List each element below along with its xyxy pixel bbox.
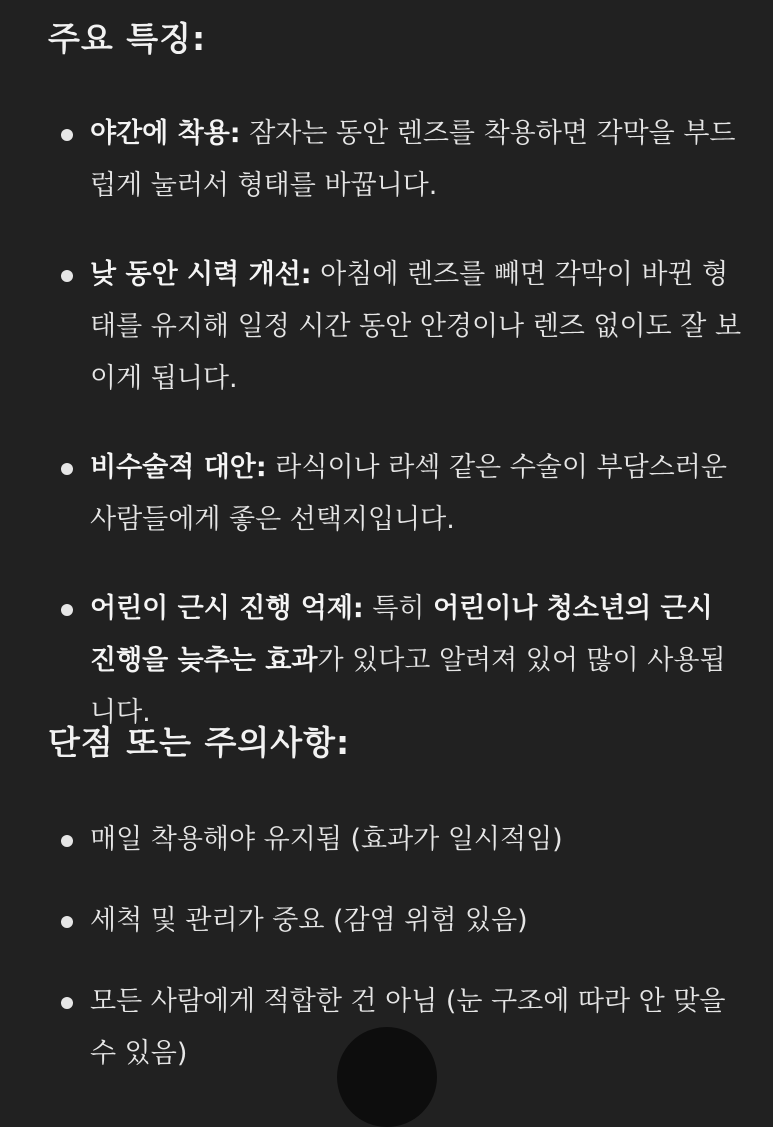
item-text: 특히 (363, 593, 434, 624)
item-text: 모든 사람에게 적합한 건 아님 (눈 구조에 따라 안 맞을 수 있음) (90, 986, 726, 1069)
item-emphasis: 어린이나 청소년의 근시 진행을 늦추는 효과 (90, 593, 713, 676)
scroll-down-button[interactable] (337, 1027, 437, 1127)
list-item (0, 814, 773, 866)
bullet-icon (61, 916, 73, 928)
item-bold-label: 비수술적 대안: (90, 452, 267, 483)
list-item (0, 108, 773, 212)
item-text: 가 있다고 알려져 있어 많이 사용됩니다. (90, 645, 726, 728)
item-text: 세척 및 관리가 중요 (감염 위험 있음) (90, 905, 528, 936)
list-item (0, 583, 773, 739)
cautions-heading: 단점 또는 주의사항: (48, 723, 351, 762)
item-bold-label: 야간에 착용: (90, 118, 241, 149)
list-item (0, 895, 773, 947)
list-item (0, 442, 773, 546)
features-heading: 주요 특징: (48, 19, 207, 58)
list-item (0, 249, 773, 405)
bullet-icon (61, 129, 73, 141)
item-bold-label: 어린이 근시 진행 억제: (90, 593, 364, 624)
bullet-icon (61, 997, 73, 1009)
bullet-icon (61, 604, 73, 616)
bullet-icon (61, 463, 73, 475)
bullet-icon (61, 835, 73, 847)
item-bold-label: 낮 동안 시력 개선: (90, 259, 312, 290)
item-text: 아침에 렌즈를 빼면 각막이 바뀐 형태를 유지해 일정 시간 동안 안경이나 렌즈 없이도 잘 보이게 됩니다. (90, 259, 742, 394)
item-text: 매일 착용해야 유지됨 (효과가 일시적임) (90, 824, 563, 855)
features-list (0, 108, 773, 776)
item-text: 잠자는 동안 렌즈를 착용하면 각막을 부드럽게 눌러서 형태를 바꿉니다. (90, 118, 736, 201)
bullet-icon (61, 270, 73, 282)
item-text: 라식이나 라섹 같은 수술이 부담스러운 사람들에게 좋은 선택지입니다. (90, 452, 727, 535)
